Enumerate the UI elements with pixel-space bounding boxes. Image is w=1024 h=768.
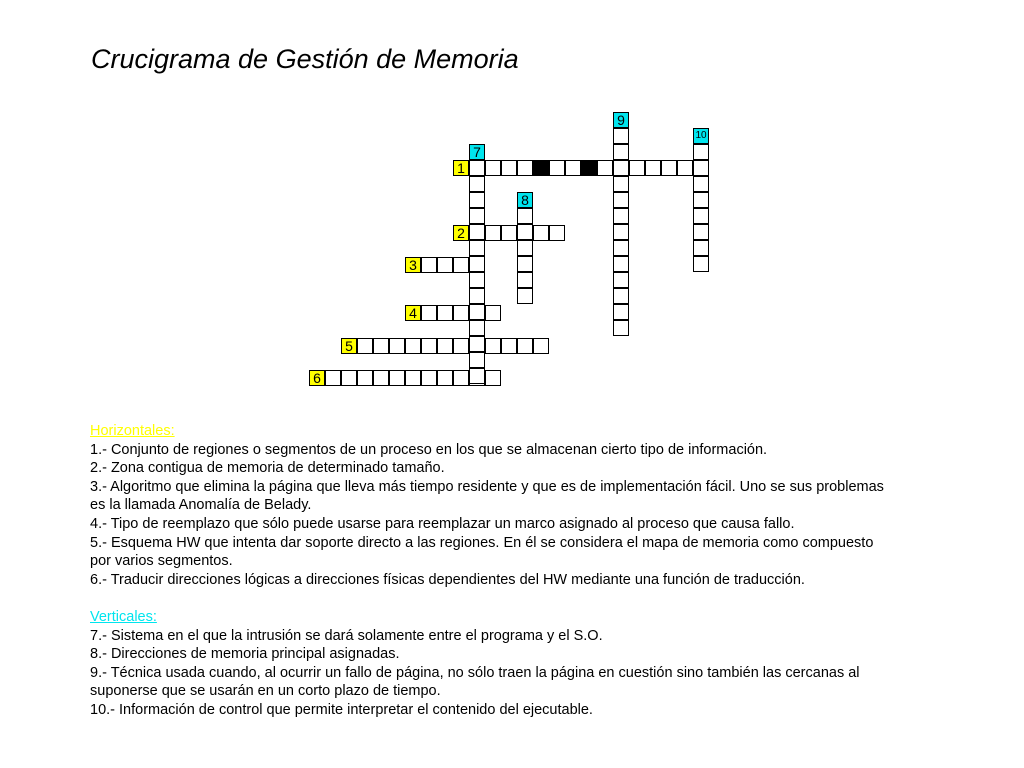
clue-number-10: 10 <box>693 128 709 144</box>
clue-h4: 4.- Tipo de reemplazo que sólo puede usarse para reemplazar un marco asignado al proceso que causa fallo. <box>90 515 795 532</box>
clue-v10: 10.- Información de control que permite interpretar el contenido del ejecutable. <box>90 701 593 718</box>
crossword-cell[interactable] <box>517 256 533 272</box>
crossword-cell[interactable] <box>613 224 629 240</box>
crossword-cell[interactable] <box>341 370 357 386</box>
crossword-cell[interactable] <box>421 370 437 386</box>
crossword-cell[interactable] <box>469 352 485 368</box>
clue-v9: 9.- Técnica usada cuando, al ocurrir un fallo de página, no sólo traen la página en cuestión sino también las cercanas al suponerse que se usarán en un corto plazo de tiempo. <box>90 664 860 700</box>
crossword-cell[interactable] <box>501 225 517 241</box>
crossword-cell[interactable] <box>677 160 693 176</box>
clue-number-9: 9 <box>613 112 629 128</box>
crossword-cell[interactable] <box>501 338 517 354</box>
crossword-cell[interactable] <box>485 338 501 354</box>
crossword-cell[interactable] <box>613 256 629 272</box>
clue-number-4: 4 <box>405 305 421 321</box>
crossword-cell[interactable] <box>517 288 533 304</box>
crossword-cell[interactable] <box>485 225 501 241</box>
crossword-cell[interactable] <box>549 160 565 176</box>
crossword-cell[interactable] <box>469 368 485 384</box>
crossword-cell[interactable] <box>613 128 629 144</box>
crossword-cell[interactable] <box>437 338 453 354</box>
crossword-cell[interactable] <box>453 305 469 321</box>
crossword-cell[interactable] <box>453 257 469 273</box>
crossword-cell[interactable] <box>693 224 709 240</box>
crossword-cell[interactable] <box>453 370 469 386</box>
clue-h5: 5.- Esquema HW que intenta dar soporte directo a las regiones. En él se considera el mapa de memoria como compuesto por varios segmentos. <box>90 534 874 570</box>
crossword-cell[interactable] <box>693 176 709 192</box>
clue-v7: 7.- Sistema en el que la intrusión se dará solamente entre el programa y el S.O. <box>90 627 603 644</box>
crossword-cell[interactable] <box>389 338 405 354</box>
crossword-cell[interactable] <box>533 225 549 241</box>
crossword-cell[interactable] <box>485 370 501 386</box>
crossword-cell[interactable] <box>597 160 613 176</box>
crossword-cell[interactable] <box>421 305 437 321</box>
crossword-cell[interactable] <box>469 192 485 208</box>
crossword-cell[interactable] <box>549 225 565 241</box>
horizontal-heading: Horizontales: <box>90 423 175 439</box>
crossword-cell[interactable] <box>405 338 421 354</box>
clue-v8: 8.- Direcciones de memoria principal asignadas. <box>90 646 400 663</box>
crossword-cell[interactable] <box>517 338 533 354</box>
crossword-cell[interactable] <box>517 224 533 240</box>
crossword-cell[interactable] <box>613 208 629 224</box>
crossword-cell[interactable] <box>629 160 645 176</box>
crossword-cell[interactable] <box>357 338 373 354</box>
crossword-black-cell <box>533 160 549 176</box>
crossword-cell[interactable] <box>373 370 389 386</box>
crossword-cell[interactable] <box>517 208 533 224</box>
crossword-cell[interactable] <box>421 257 437 273</box>
crossword-cell[interactable] <box>469 240 485 256</box>
crossword-cell[interactable] <box>437 305 453 321</box>
clue-number-8: 8 <box>517 192 533 208</box>
crossword-cell[interactable] <box>469 256 485 272</box>
crossword-cell[interactable] <box>421 338 437 354</box>
crossword-cell[interactable] <box>357 370 373 386</box>
crossword-cell[interactable] <box>501 160 517 176</box>
clue-number-7: 7 <box>469 144 485 160</box>
crossword-cell[interactable] <box>613 160 629 176</box>
crossword-cell[interactable] <box>469 176 485 192</box>
crossword-cell[interactable] <box>437 257 453 273</box>
crossword-cell[interactable] <box>469 272 485 288</box>
vertical-heading: Verticales: <box>90 608 157 625</box>
crossword-cell[interactable] <box>533 338 549 354</box>
crossword-cell[interactable] <box>613 288 629 304</box>
crossword-cell[interactable] <box>373 338 389 354</box>
clue-h1: 1.- Conjunto de regiones o segmentos de un proceso en los que se almacenan cierto tipo de información. <box>90 441 768 458</box>
crossword-cell[interactable] <box>693 240 709 256</box>
crossword-cell[interactable] <box>405 370 421 386</box>
clue-h2: 2.- Zona contigua de memoria de determinado tamaño. <box>90 460 445 477</box>
crossword-cell[interactable] <box>437 370 453 386</box>
crossword-cell[interactable] <box>517 160 533 176</box>
crossword-cell[interactable] <box>613 272 629 288</box>
crossword-cell[interactable] <box>469 304 485 320</box>
clue-number-2: 2 <box>453 225 469 241</box>
crossword-cell[interactable] <box>325 370 341 386</box>
clue-number-3: 3 <box>405 257 421 273</box>
crossword-cell[interactable] <box>613 240 629 256</box>
crossword-cell[interactable] <box>693 160 709 176</box>
clue-number-1: 1 <box>453 160 469 176</box>
crossword-cell[interactable] <box>469 336 485 352</box>
page-title: Crucigrama de Gestión de Memoria <box>91 44 519 74</box>
crossword-cell[interactable] <box>485 160 501 176</box>
clue-h3: 3.- Algoritmo que elimina la página que lleva más tiempo residente y que es de implementación fácil. Uno se sus problemas es la llamada Anomalía de Belady. <box>90 478 884 514</box>
crossword-cell[interactable] <box>693 192 709 208</box>
crossword-cell[interactable] <box>613 192 629 208</box>
clues-section <box>90 422 890 720</box>
crossword-cell[interactable] <box>469 160 485 176</box>
crossword-cell[interactable] <box>469 208 485 224</box>
crossword-cell[interactable] <box>565 160 581 176</box>
crossword-cell[interactable] <box>693 144 709 160</box>
crossword-cell[interactable] <box>517 240 533 256</box>
crossword-cell[interactable] <box>453 338 469 354</box>
crossword-cell[interactable] <box>469 320 485 336</box>
crossword-cell[interactable] <box>613 320 629 336</box>
clue-number-6: 6 <box>309 370 325 386</box>
crossword-cell[interactable] <box>661 160 677 176</box>
crossword-cell[interactable] <box>469 288 485 304</box>
crossword-cell[interactable] <box>389 370 405 386</box>
clue-number-5: 5 <box>341 338 357 354</box>
crossword-cell[interactable] <box>485 305 501 321</box>
crossword-cell[interactable] <box>613 176 629 192</box>
crossword-cell[interactable] <box>693 208 709 224</box>
crossword-cell[interactable] <box>469 224 485 240</box>
crossword-cell[interactable] <box>693 256 709 272</box>
crossword-cell[interactable] <box>517 272 533 288</box>
crossword-cell[interactable] <box>613 144 629 160</box>
crossword-cell[interactable] <box>613 304 629 320</box>
crossword-cell[interactable] <box>645 160 661 176</box>
clue-h6: 6.- Traducir direcciones lógicas a direcciones físicas dependientes del HW mediante una función de traducción. <box>90 571 805 588</box>
crossword-black-cell <box>581 160 597 176</box>
